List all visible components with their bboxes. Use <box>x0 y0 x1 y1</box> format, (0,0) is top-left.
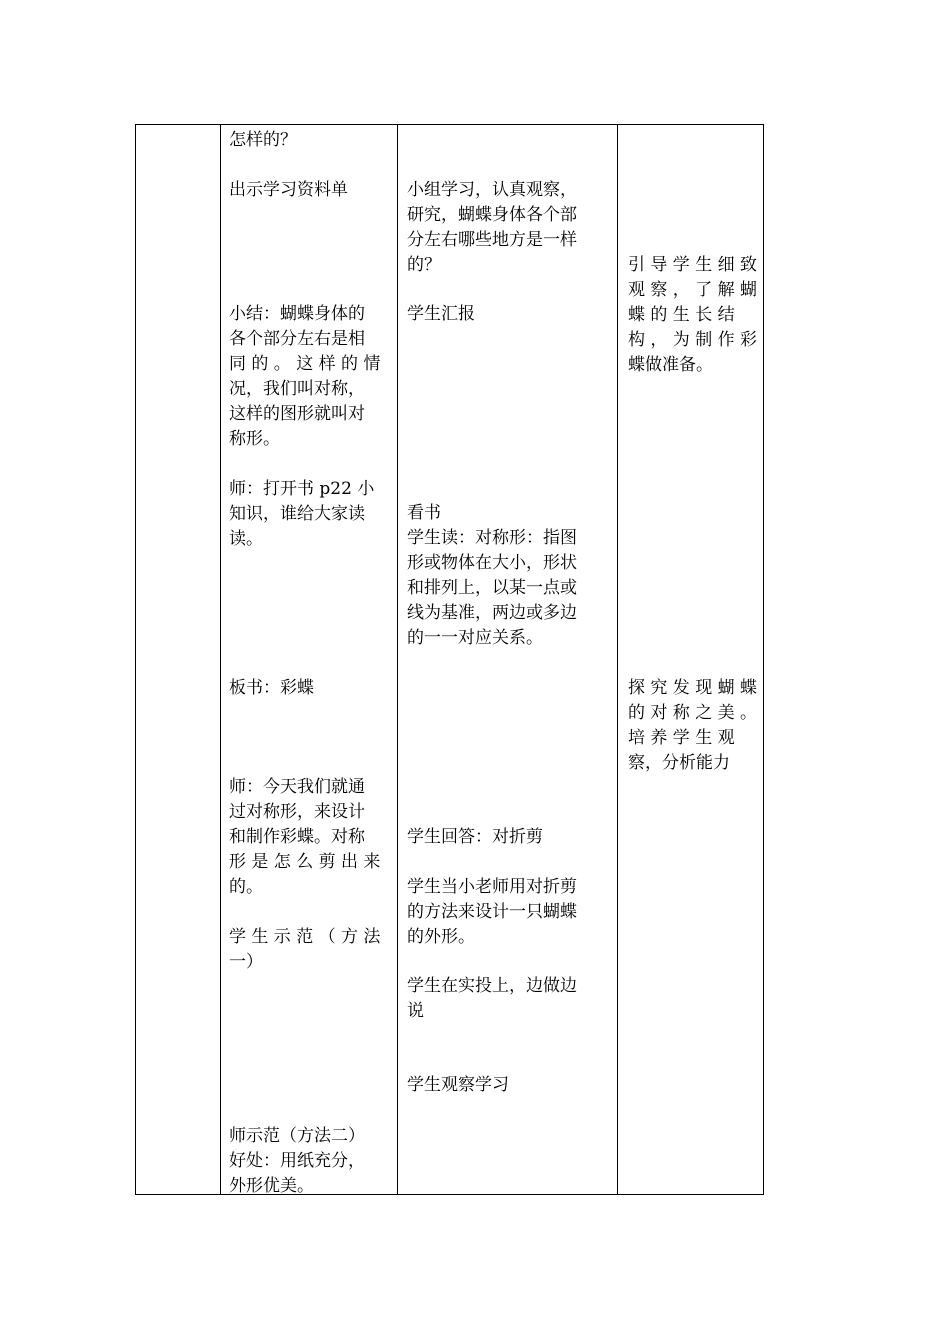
column-divider <box>220 124 221 1195</box>
text-block: 学 生 示 范 （ 方 法 一） <box>229 927 381 972</box>
text-block: 师：打开书 p22 小 知识，谁给大家读 读。 <box>229 479 375 549</box>
text-block: 出示学习资料单 <box>229 180 348 200</box>
text-block: 学生在实投上，边做边 说 <box>407 976 577 1021</box>
column-divider <box>617 124 618 1195</box>
text-block: 学生汇报 <box>407 304 475 324</box>
text-block: 学生观察学习 <box>407 1075 509 1095</box>
text-block: 学生当小老师用对折剪 的方法来设计一只蝴蝶 的外形。 <box>407 877 577 947</box>
text-block: 小组学习，认真观察， 研究，蝴蝶身体各个部 分左右哪些地方是一样 的？ <box>407 180 577 275</box>
text-block: 师示范（方法二） 好处：用纸充分， 外形优美。 <box>229 1126 365 1196</box>
text-block: 板书：彩蝶 <box>229 678 314 698</box>
text-block: 看书 学生读：对称形：指图 形或物体在大小，形状 和排列上，以某一点或 线为基准，两边或多边 的一一对应关系。 <box>407 503 577 648</box>
text-block: 小结：蝴蝶身体的 各个部分左右是相 同 的 。 这 样 的 情 况，我们叫对称， 这样的图形就叫对 称形。 <box>229 304 381 449</box>
text-block: 引 导 学 生 细 致 观 察 ， 了 解 蝴 蝶 的 生 长 结 构 ， 为 制 作 彩 蝶做准备。 <box>628 255 758 375</box>
text-block: 探 究 发 现 蝴 蝶 的 对 称 之 美 。 培 养 学 生 观 察，分析能力 <box>628 678 758 773</box>
text-block: 师：今天我们就通 过对称形，来设计 和制作彩蝶。对称 形 是 怎 么 剪 出 来 的。 <box>229 777 381 897</box>
column-divider <box>397 124 398 1195</box>
text-block: 怎样的？ <box>229 130 297 150</box>
text-block: 学生回答：对折剪 <box>407 827 543 847</box>
